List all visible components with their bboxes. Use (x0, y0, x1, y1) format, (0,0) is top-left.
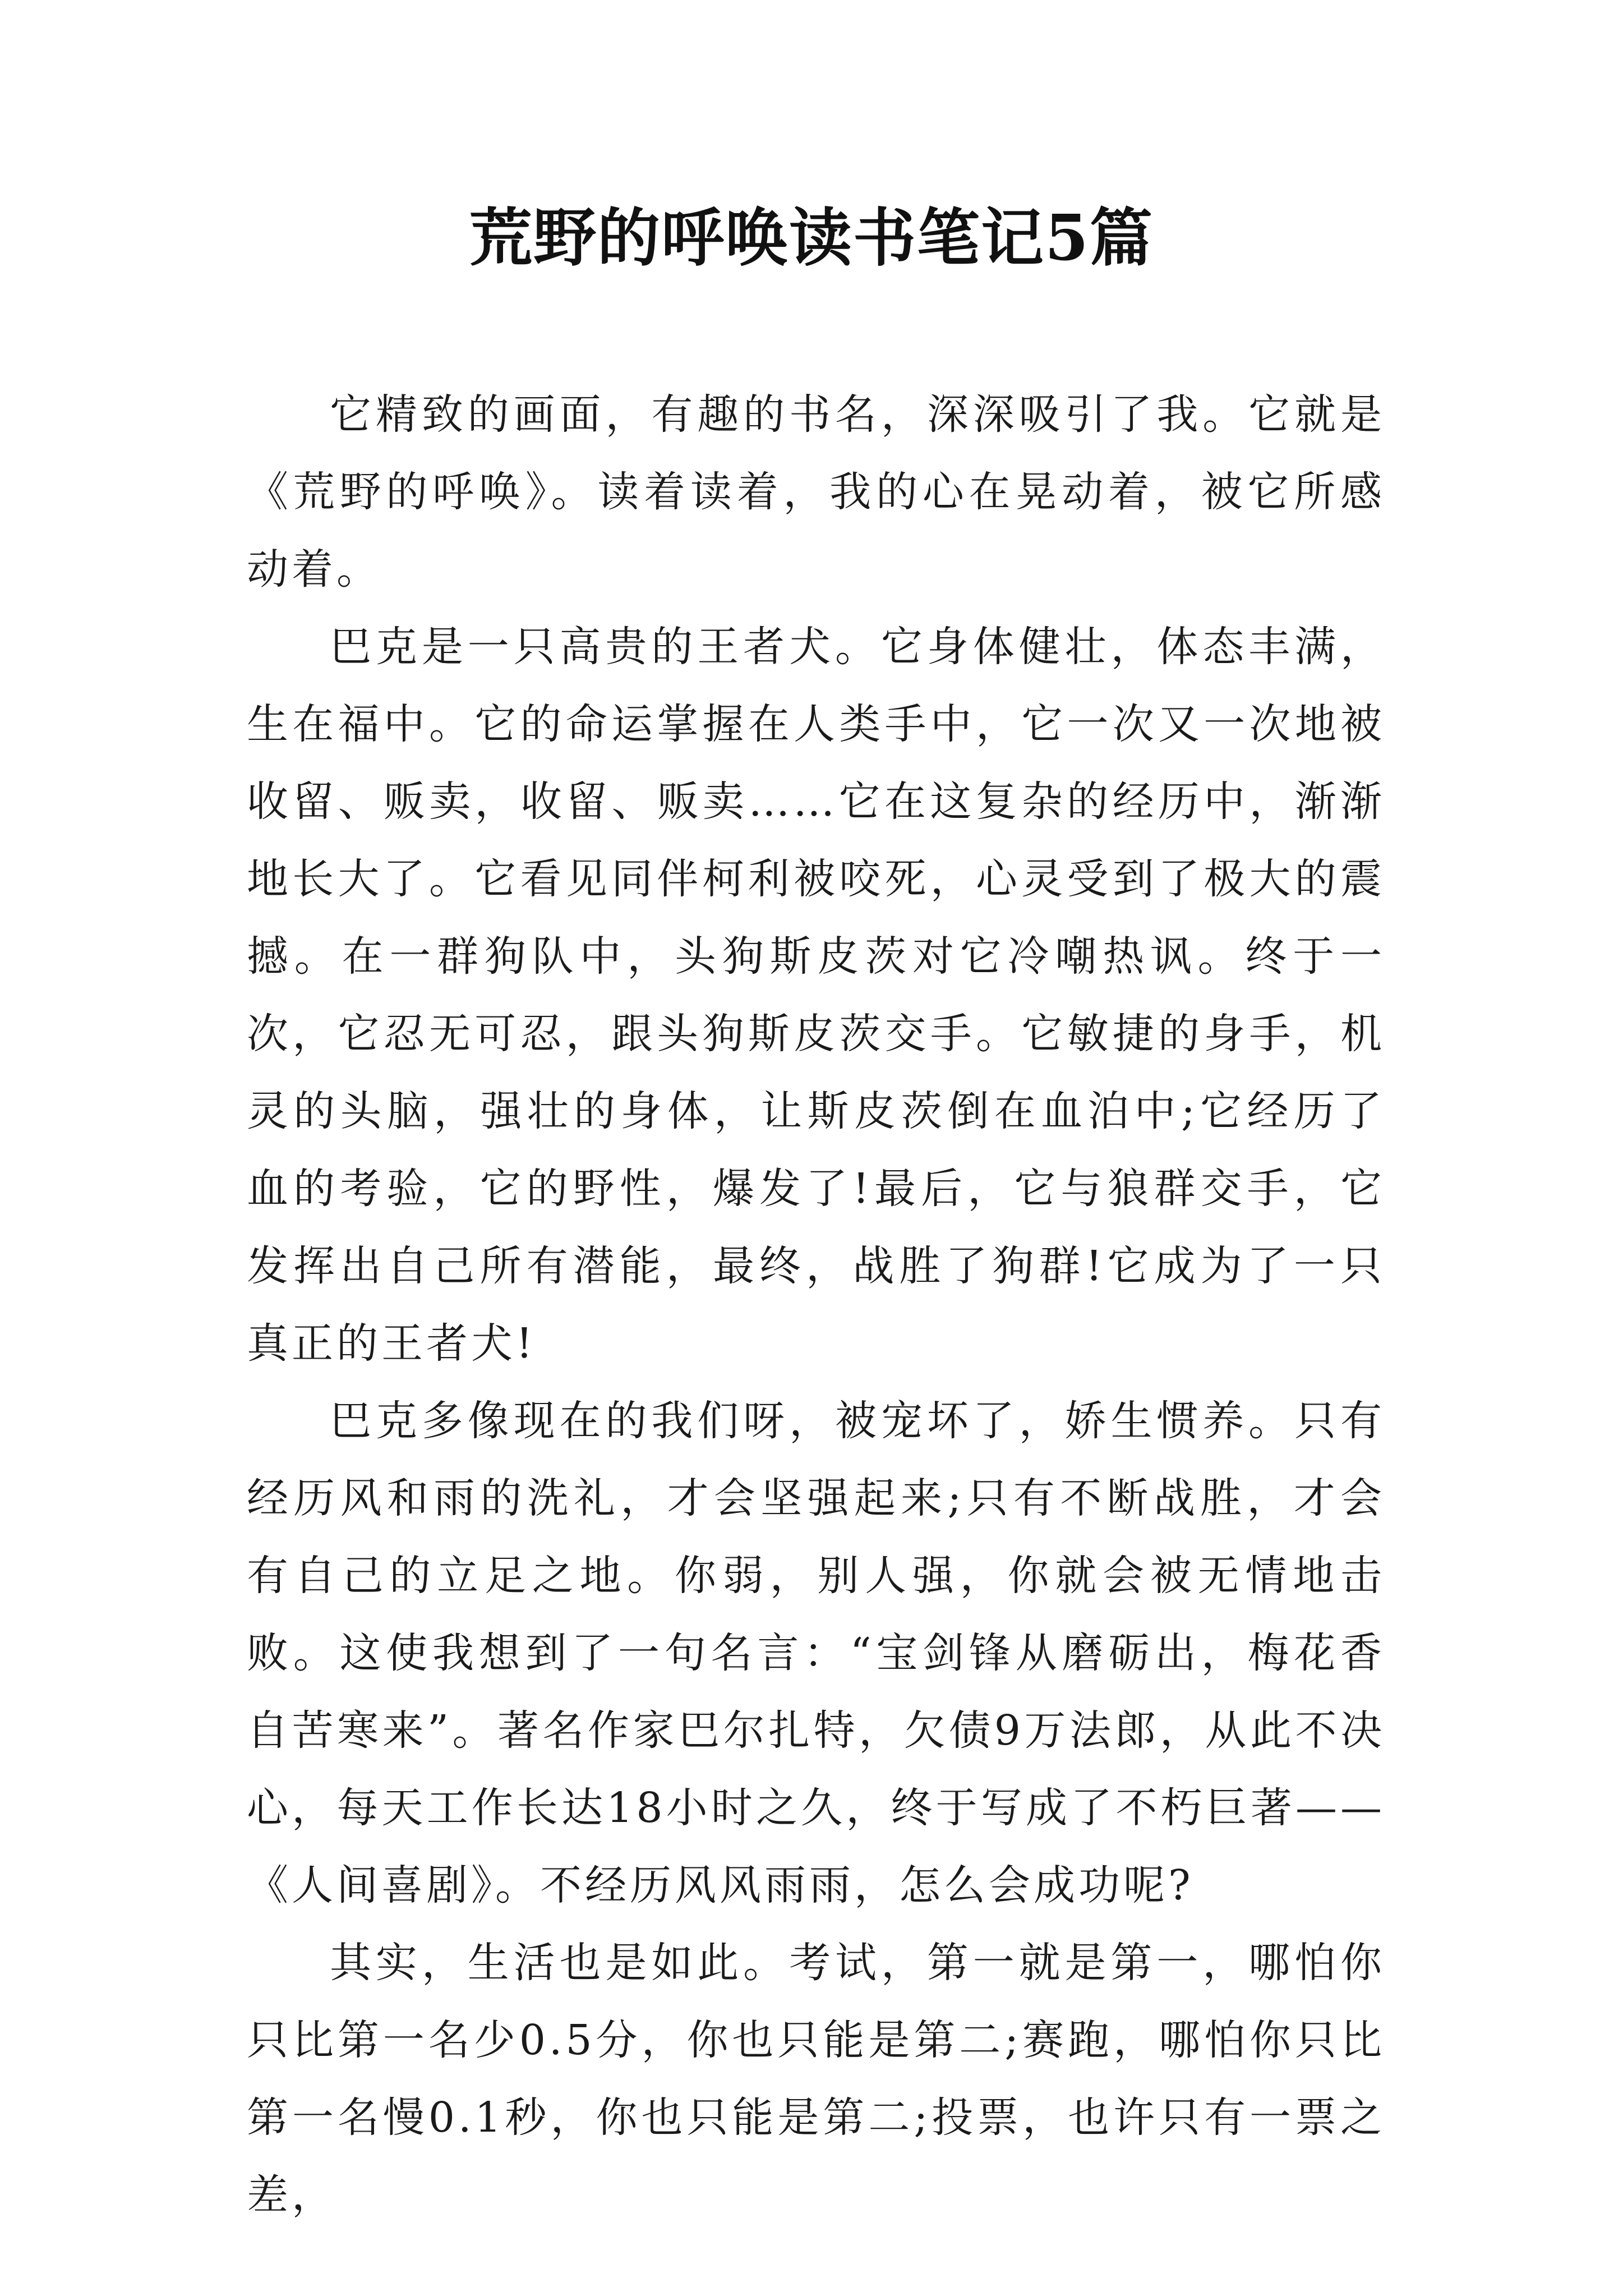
document-title: 荒野的呼唤读书笔记5篇 (469, 201, 1154, 275)
paragraph-4: 其实，生活也是如此。考试，第一就是第一，哪怕你只比第一名少0.5分，你也只能是第二;赛跑，哪怕你只比第一名慢0.1秒，你也只能是第二;投票，也许只有一票之差， (247, 1939, 1385, 2219)
paragraph-3: 巴克多像现在的我们呀，被宠坏了，娇生惯养。只有经历风和雨的洗礼，才会坚强起来;只有不断战胜，才会有自己的立足之地。你弱，别人强，你就会被无情地击败。这使我想到了一句名言：“宝剑锋从磨砺出，梅花香自苦寒来”。著名作家巴尔扎特，欠债9万法郎，从此不决心，每天工作长达18小时之久，终于写成了不朽巨著——《人间喜剧》。不经历风风雨雨，怎么会成功呢? (247, 1397, 1385, 1910)
document-body (247, 376, 1385, 2234)
paragraph-1: 它精致的画面，有趣的书名，深深吸引了我。它就是《荒野的呼唤》。读着读着，我的心在晃动着，被它所感动着。 (247, 390, 1385, 593)
paragraph-2: 巴克是一只高贵的王者犬。它身体健壮，体态丰满，生在福中。它的命运掌握在人类手中，它一次又一次地被收留、贩卖，收留、贩卖……它在这复杂的经历中，渐渐地长大了。它看见同伴柯利被咬死，心灵受到了极大的震撼。在一群狗队中，头狗斯皮茨对它冷嘲热讽。终于一次，它忍无可忍，跟头狗斯皮茨交手。它敏捷的身手，机灵的头脑，强壮的身体，让斯皮茨倒在血泊中;它经历了血的考验，它的野性，爆发了!最后，它与狼群交手，它发挥出自己所有潜能，最终，战胜了狗群!它成为了一只真正的王者犬! (247, 623, 1385, 1368)
